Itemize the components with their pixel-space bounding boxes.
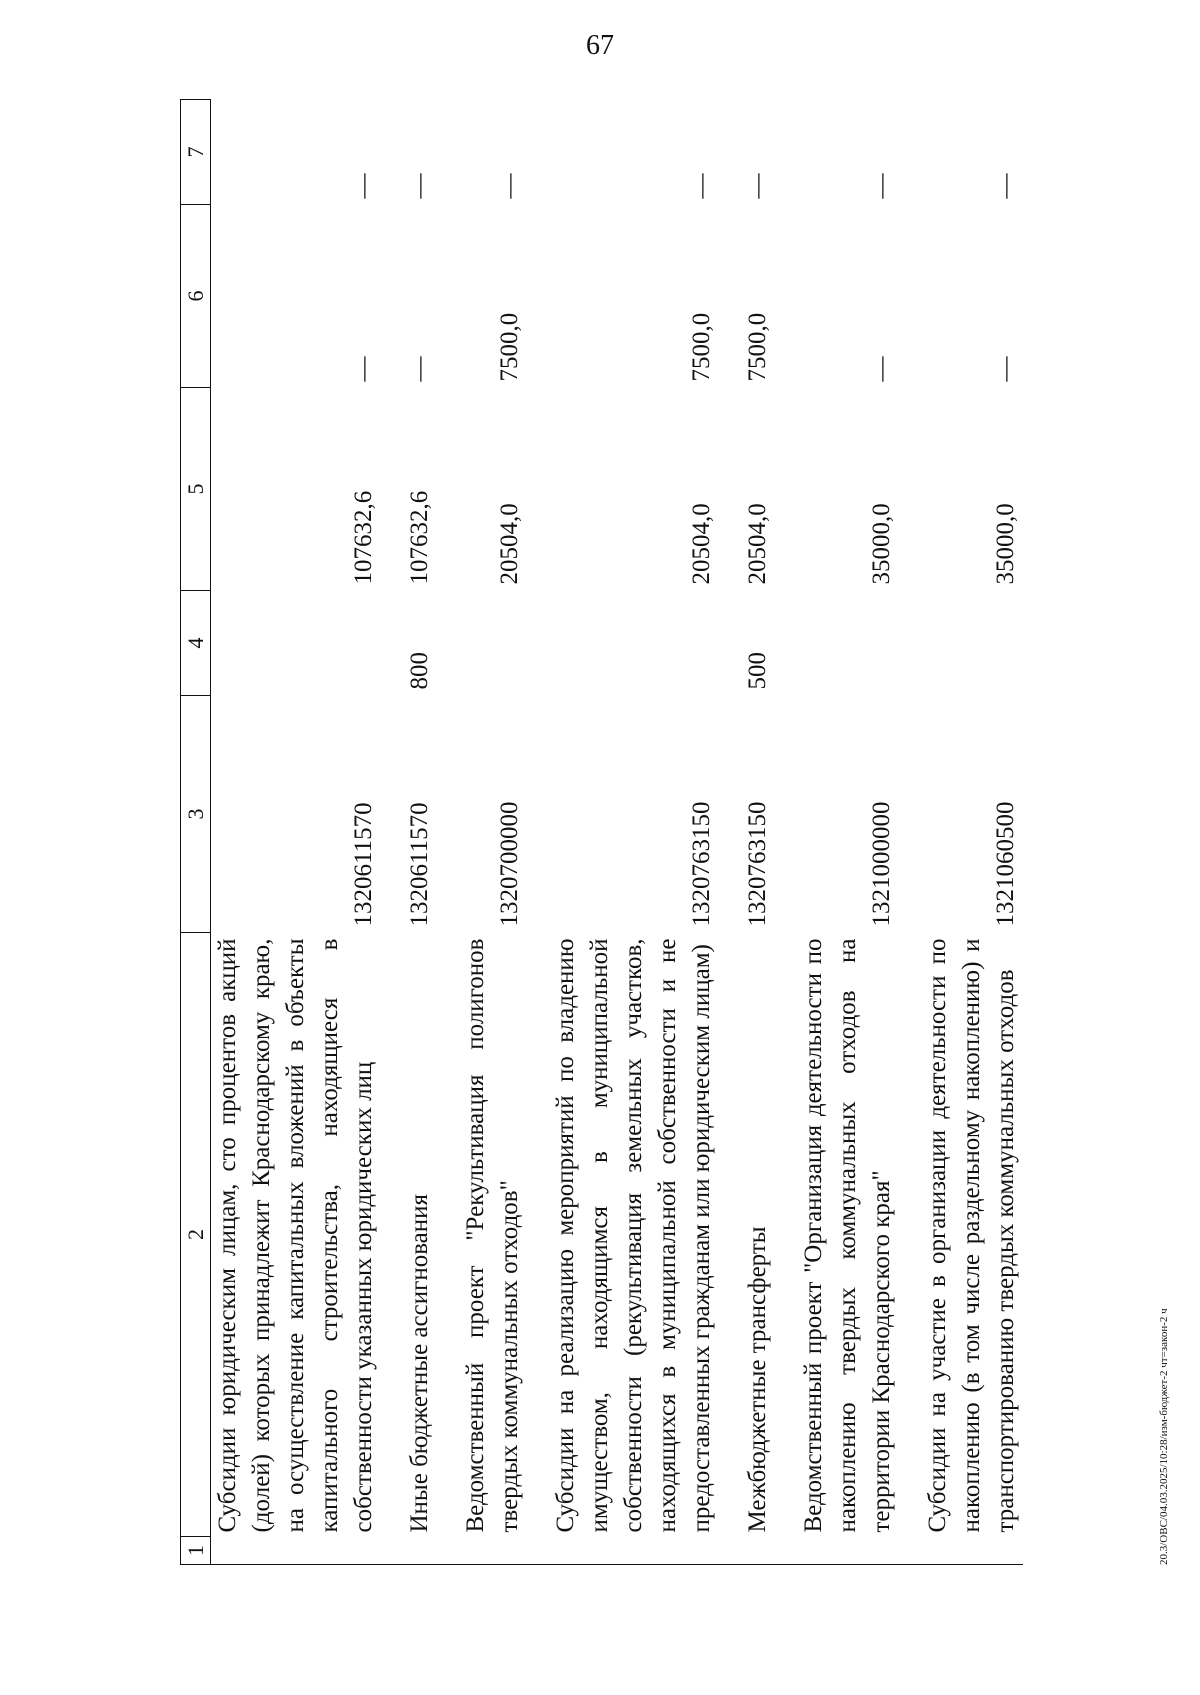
row-number [549,1537,719,1565]
header-col-7: 7 [181,100,211,205]
row-spacer [719,100,741,1565]
expense-type: 800 [406,652,433,690]
row-name: Ведомственный проект "Организация деятельности по накоплению твердых коммунальных отходов на территории Краснодарского края" [800,938,895,1533]
header-col-2: 2 [181,933,211,1537]
header-col-6: 6 [181,205,211,388]
amount-col-6: 7500,0 [496,312,523,382]
amount-col-6: — [868,356,895,382]
expense-type: 500 [744,652,771,690]
row-number [211,1537,382,1565]
expense-type [459,591,527,696]
row-name: Межбюджетные трансферты [744,1226,771,1533]
table-row [211,100,382,1565]
row-spacer-cell [719,100,741,1537]
expense-type [549,591,719,696]
amount-col-7: — [992,173,1019,199]
amount-col-5: 20504,0 [688,503,715,585]
row-name: Субсидии на участие в организации деятельности по накоплению (в том числе раздельному накоплению) и транспортированию твердых коммунальных отходов [924,938,1019,1533]
row-number [797,1537,899,1565]
row-spacer-cell [527,1537,549,1565]
row-name: Субсидии юридическим лицам, сто процентов акций (долей) которых принадлежит Краснодарскому краю, на осуществление капитальных вложений в объекты капитального строительства, находящиеся в собственности указанных юридических лиц [214,938,377,1533]
table-row [403,100,437,1565]
row-spacer-cell [381,100,403,1537]
amount-col-5: 35000,0 [868,503,895,585]
expense-type [921,591,1023,696]
row-spacer [899,100,921,1565]
table-row [549,100,719,1565]
amount-col-6: 7500,0 [688,312,715,382]
header-col-5: 5 [181,388,211,591]
budget-table-sheet [180,100,1095,1565]
table-body [211,100,1024,1565]
amount-col-6: — [350,356,377,382]
amount-col-7: — [496,173,523,199]
amount-col-7: — [744,173,771,199]
amount-col-6: 7500,0 [744,312,771,382]
row-number [403,1537,437,1565]
row-spacer-cell [719,1537,741,1565]
row-name: Субсидии на реализацию мероприятий по владению имуществом, находящимся в муниципальной собственности (рекультивация земельных участков, находящихся в муниципальной собственности и не предоставленных гражданам или юридическим лицам) [552,938,715,1533]
row-spacer-cell [527,100,549,1537]
target-article-code: 1320700000 [496,801,523,927]
target-article-code: 1320611570 [350,802,377,927]
row-spacer [437,100,459,1565]
amount-col-5: 107632,6 [406,490,433,585]
amount-col-5: 107632,6 [350,490,377,585]
header-col-3: 3 [181,696,211,933]
row-number [741,1537,775,1565]
row-spacer-cell [437,100,459,1537]
amount-col-5: 20504,0 [496,503,523,585]
target-article-code: 1321000000 [868,801,895,927]
amount-col-5: 35000,0 [992,503,1019,585]
document-footer-id: 20.3/ОВС/04.03.2025/10:28/изм-бюджет-2 чт=закон-2 ч [1158,1308,1170,1565]
amount-col-5: 20504,0 [744,503,771,585]
row-spacer-cell [899,1537,921,1565]
amount-col-7: — [688,173,715,199]
row-name: Иные бюджетные ассигнования [406,1193,433,1533]
table-row [921,100,1023,1565]
table-row [459,100,527,1565]
page-number: 67 [586,30,614,61]
target-article-code: 1320611570 [406,802,433,927]
amount-col-7: — [406,173,433,199]
target-article-code: 1321060500 [992,801,1019,927]
row-number [459,1537,527,1565]
table-row [741,100,775,1565]
target-article-code: 1320763150 [688,801,715,927]
row-spacer-cell [437,1537,459,1565]
amount-col-6: — [406,356,433,382]
row-number [921,1537,1023,1565]
amount-col-7: — [350,173,377,199]
target-article-code: 1320763150 [744,801,771,927]
amount-col-6: — [992,356,1019,382]
header-row [181,100,211,1565]
table-row [797,100,899,1565]
row-name: Ведомственный проект "Рекультивация полигонов твердых коммунальных отходов" [462,938,523,1533]
row-spacer [381,100,403,1565]
expense-type [797,591,899,696]
amount-col-7: — [868,173,895,199]
expense-type [211,591,382,696]
row-spacer-cell [775,100,797,1537]
header-col-1: 1 [181,1537,211,1565]
row-spacer [527,100,549,1565]
row-spacer-cell [899,100,921,1537]
row-spacer [775,100,797,1565]
header-col-4: 4 [181,591,211,696]
row-spacer-cell [775,1537,797,1565]
row-spacer-cell [381,1537,403,1565]
budget-table [180,99,1023,1565]
table-header [181,100,211,1565]
